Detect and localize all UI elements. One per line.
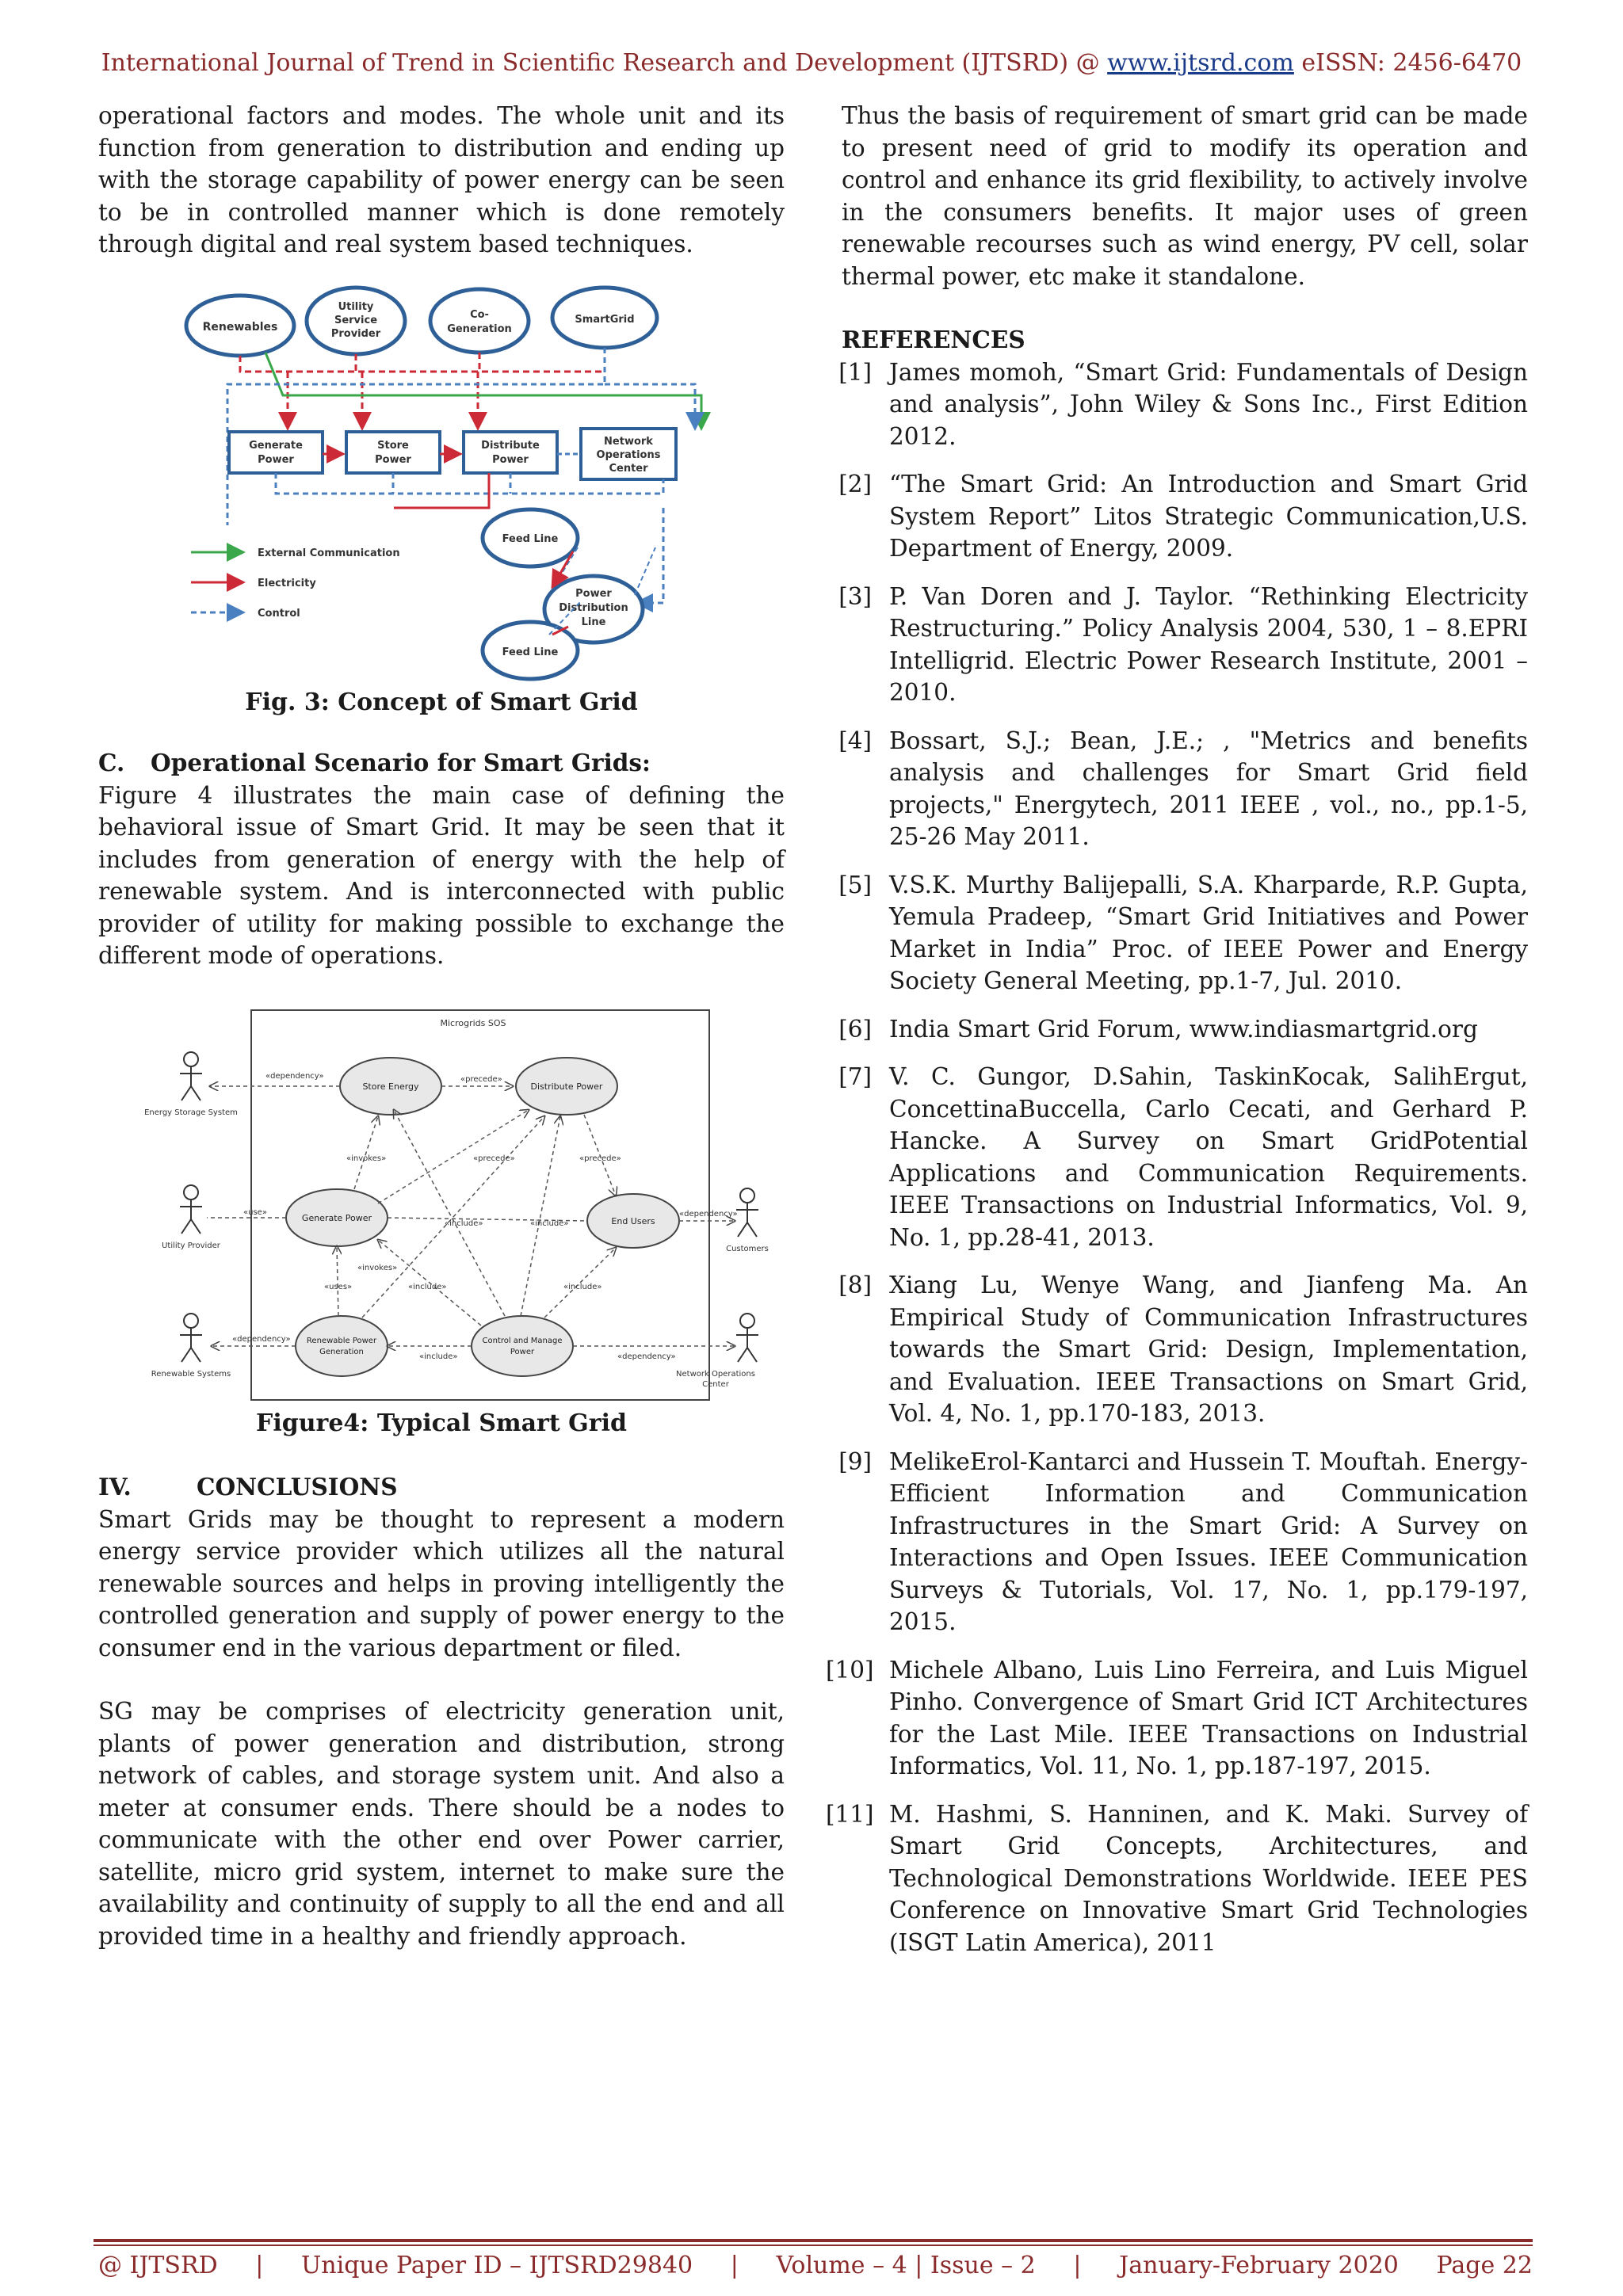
svg-text:«precede»: «precede» bbox=[579, 1154, 621, 1163]
node-co-generation bbox=[430, 289, 529, 353]
section-c-paragraph: Figure 4 illustrates the main case of defining the behavioral issue of Smart Grid. It may be seen that it includes from generation of energy with the help of renewable system. And is interconnected with public provider of utility for making possible to exchange the different mode of operations. bbox=[98, 781, 785, 969]
node-distribute-power bbox=[464, 432, 557, 473]
reference-number: [3] bbox=[838, 582, 872, 610]
node-smartgrid bbox=[552, 288, 657, 348]
svg-text:«precede»: «precede» bbox=[460, 1074, 502, 1084]
actor-utility-provider-label: Utility Provider bbox=[162, 1241, 220, 1250]
reference-item bbox=[838, 468, 1528, 565]
svg-text:«dependency»: «dependency» bbox=[232, 1334, 291, 1344]
usecase-control-and-manage-power bbox=[472, 1316, 573, 1376]
svg-text:Generate Power: Generate Power bbox=[301, 1212, 372, 1223]
actor-customers bbox=[736, 1188, 758, 1237]
reference-item bbox=[826, 1798, 1528, 1959]
footer-volume-issue: Volume – 4 | Issue – 2 bbox=[776, 2252, 1036, 2279]
svg-text:«include»: «include» bbox=[530, 1219, 569, 1228]
figure-4-caption: Figure4: Typical Smart Grid bbox=[256, 1409, 627, 1437]
journal-url-link[interactable]: www.ijtsrd.com bbox=[1107, 49, 1294, 77]
svg-text:Center: Center bbox=[609, 462, 648, 475]
node-renewables bbox=[186, 296, 294, 356]
svg-text:Power: Power bbox=[258, 453, 294, 466]
svg-text:Power: Power bbox=[492, 453, 529, 466]
svg-text:«invokes»: «invokes» bbox=[346, 1154, 387, 1163]
reference-item bbox=[826, 1654, 1528, 1783]
svg-text:«include»: «include» bbox=[445, 1219, 483, 1228]
reference-text: Michele Albano, Luis Lino Ferreira, and Luis Miguel Pinho. Convergence of Smart Grid ICT Architectures for the Last Mile. IEEE Transactions on Industrial Informatics, Vol. 11, No. 1, pp.187-197, 2015. bbox=[889, 1656, 1528, 1779]
svg-text:«include»: «include» bbox=[419, 1352, 458, 1361]
reference-text: P. Van Doren and J. Taylor. “Rethinking Electricity Restructuring.” Policy Analysis 2004, 530, 1 – 8.EPRI Intelligrid. Electric Power Research Institute, 2001 – 2010. bbox=[889, 582, 1528, 706]
svg-text:Co-: Co- bbox=[470, 308, 489, 321]
svg-text:Electricity: Electricity bbox=[258, 577, 316, 589]
actor-energy-storage bbox=[180, 1052, 202, 1100]
reference-number: [9] bbox=[838, 1447, 872, 1475]
svg-text:Distribution: Distribution bbox=[559, 601, 628, 614]
conclusions-heading: IV. CONCLUSIONS bbox=[98, 1473, 398, 1501]
footer-rule-thin bbox=[94, 2245, 1533, 2246]
footer-separator: | bbox=[1073, 2252, 1082, 2279]
usecase-store-energy bbox=[340, 1058, 441, 1115]
svg-text:Utility: Utility bbox=[338, 300, 374, 313]
svg-text:Store Energy: Store Energy bbox=[362, 1081, 419, 1092]
actor-renewable-systems-label: Renewable Systems bbox=[151, 1369, 231, 1379]
section-c-heading: C. Operational Scenario for Smart Grids: bbox=[98, 749, 651, 776]
usecase-distribute-power bbox=[516, 1058, 617, 1115]
svg-text:End Users: End Users bbox=[611, 1215, 655, 1226]
footer-page-number: Page 22 bbox=[1436, 2252, 1533, 2279]
actor-renewable-systems bbox=[180, 1314, 202, 1362]
right-intro-paragraph: Thus the basis of requirement of smart grid can be made to present need of grid to modify its operation and control and enhance its grid flexibility, to actively involve in the consumers benefits. It major uses of green renewable recourses such as wind energy, PV cell, solar thermal power, etc make it standalone. bbox=[842, 102, 1528, 290]
footer-separator: | bbox=[730, 2252, 739, 2279]
svg-text:«precede»: «precede» bbox=[473, 1154, 515, 1163]
reference-number: [7] bbox=[838, 1063, 872, 1090]
usecase-generate-power bbox=[286, 1189, 388, 1246]
reference-number: [5] bbox=[838, 871, 872, 898]
reference-text: Xiang Lu, Wenye Wang, and Jianfeng Ma. An Empirical Study of Communication Infrastructures towards the Smart Grid: Design, Implementation, and Evaluation. IEEE Transactions on Smart Grid, Vol. 4, No. 1, pp.170-183, 2013. bbox=[889, 1272, 1528, 1427]
reference-text: Bossart, S.J.; Bean, J.E.; , "Metrics and benefits analysis and challenges for Smart Grid field projects," Energytech, 2011 IEEE , vol., no., pp.1-5, 25-26 May 2011. bbox=[889, 727, 1528, 850]
svg-text:Generate: Generate bbox=[249, 439, 303, 452]
svg-text:«invokes»: «invokes» bbox=[357, 1263, 398, 1272]
reference-number: [8] bbox=[838, 1272, 872, 1299]
svg-text:Feed Line: Feed Line bbox=[502, 532, 559, 545]
svg-text:Distribute Power: Distribute Power bbox=[530, 1081, 603, 1092]
svg-text:Generation: Generation bbox=[447, 322, 512, 335]
node-feed-line-bottom bbox=[483, 622, 578, 679]
fig3-legend bbox=[191, 547, 400, 620]
actor-utility-provider bbox=[180, 1185, 202, 1234]
svg-text:Feed Line: Feed Line bbox=[502, 646, 559, 658]
svg-text:Control: Control bbox=[258, 607, 300, 620]
svg-text:Service: Service bbox=[334, 314, 378, 326]
reference-item bbox=[838, 1269, 1528, 1430]
node-store-power bbox=[346, 432, 440, 473]
node-utility-service-provider bbox=[307, 288, 405, 354]
actor-noc-label-1: Network Operations bbox=[676, 1369, 755, 1379]
usecase-renewable-power-generation bbox=[296, 1316, 388, 1376]
journal-issn: eISSN: 2456-6470 bbox=[1293, 49, 1522, 77]
reference-item bbox=[838, 357, 1528, 453]
reference-number: [10] bbox=[826, 1656, 874, 1684]
svg-text:«include»: «include» bbox=[563, 1282, 602, 1291]
references-list bbox=[826, 357, 1528, 1959]
svg-text:«uses»: «uses» bbox=[324, 1282, 353, 1291]
svg-text:Renewables: Renewables bbox=[202, 320, 278, 334]
node-network-operations-center bbox=[581, 429, 676, 479]
reference-item bbox=[838, 1061, 1528, 1253]
reference-item bbox=[838, 1446, 1528, 1638]
node-feed-line-top bbox=[483, 509, 578, 566]
reference-number: [4] bbox=[838, 727, 872, 754]
reference-number: [2] bbox=[838, 471, 872, 498]
svg-text:Provider: Provider bbox=[330, 327, 381, 340]
right-column bbox=[826, 100, 1528, 1974]
references-heading: REFERENCES bbox=[842, 326, 1025, 353]
conclusions-paragraph-2: SG may be comprises of electricity generation unit, plants of power generation and distribution, strong network of cables, and storage system unit. And also a meter at consumer ends. There should be a nodes to communicate with the other end over Power carrier, satellite, micro grid system, internet to make sure the availability and continuity of supply to all the end and all provided time in a healthy and friendly approach. bbox=[98, 1698, 785, 1950]
left-intro-paragraph: operational factors and modes. The whole unit and its function from generation to distribution and ending up with the storage capability of power energy can be seen to be in controlled manner which is done remotely through digital and real system based techniques. bbox=[98, 102, 785, 257]
reference-item bbox=[838, 1013, 1528, 1046]
running-header bbox=[0, 49, 1623, 77]
svg-text:«dependency»: «dependency» bbox=[617, 1352, 676, 1361]
reference-item bbox=[838, 869, 1528, 997]
svg-text:External Communication: External Communication bbox=[258, 547, 400, 559]
svg-text:Distribute: Distribute bbox=[481, 439, 540, 452]
reference-text: V. C. Gungor, D.Sahin, TaskinKocak, SalihErgut, ConcettinaBuccella, Carlo Cecati, and Gerhard P. Hancke. A Survey on Smart GridPotential Applications and Communication Requirements. IEEE Transactions on Industrial Informatics, Vol. 9, No. 1, pp.28-41, 2013. bbox=[889, 1063, 1528, 1251]
smart-grid-concept-diagram bbox=[156, 286, 727, 684]
footer-rule bbox=[94, 2239, 1533, 2242]
svg-text:Store: Store bbox=[377, 439, 409, 452]
svg-text:Power: Power bbox=[575, 587, 612, 600]
svg-text:SmartGrid: SmartGrid bbox=[575, 313, 635, 326]
reference-item bbox=[838, 725, 1528, 853]
svg-text:Network: Network bbox=[604, 435, 653, 448]
journal-name: International Journal of Trend in Scientific Research and Development (IJTSRD) @ bbox=[101, 49, 1108, 77]
reference-number: [11] bbox=[826, 1800, 874, 1828]
footer-separator: | bbox=[255, 2252, 264, 2279]
reference-number: [6] bbox=[838, 1015, 872, 1043]
svg-text:Power: Power bbox=[510, 1347, 535, 1356]
svg-text:Line: Line bbox=[581, 616, 606, 628]
svg-text:Operations: Operations bbox=[596, 448, 661, 461]
svg-text:Generation: Generation bbox=[319, 1347, 364, 1356]
reference-text: M. Hashmi, S. Hanninen, and K. Maki. Survey of Smart Grid Concepts, Architectures, and Technological Demonstrations Worldwide. IEEE PES Conference on Innovative Smart Grid Technologies (ISGT Latin America), 2011 bbox=[889, 1800, 1528, 1956]
figure-3-caption: Fig. 3: Concept of Smart Grid bbox=[245, 688, 638, 716]
footer-brand: @ IJTSRD bbox=[98, 2252, 218, 2279]
actor-network-operations-center bbox=[736, 1314, 758, 1362]
reference-number: [1] bbox=[838, 358, 872, 386]
actor-energy-storage-label: Energy Storage System bbox=[144, 1108, 238, 1117]
footer-paper-id: Unique Paper ID – IJTSRD29840 bbox=[301, 2252, 693, 2279]
usecase-end-users bbox=[587, 1194, 679, 1248]
svg-text:Power: Power bbox=[375, 453, 411, 466]
left-column bbox=[98, 100, 785, 1952]
footer-date: January-February 2020 bbox=[1119, 2252, 1399, 2279]
node-generate-power bbox=[229, 432, 323, 473]
conclusions-paragraph-1: Smart Grids may be thought to represent a modern energy service provider which utilizes all the natural renewable sources and helps in proving intelligently the controlled generation and supply of power energy to the consumer end in the various department or filed. bbox=[98, 1505, 785, 1661]
reference-text: V.S.K. Murthy Balijepalli, S.A. Kharparde, R.P. Gupta, Yemula Pradeep, “Smart Grid Initiatives and Power Market in India” Proc. of IEEE Power and Energy Society General Meeting, pp.1-7, Jul. 2010. bbox=[889, 871, 1528, 994]
svg-text:Control and Manage: Control and Manage bbox=[482, 1336, 563, 1345]
fig4-title: Microgrids SOS bbox=[440, 1017, 506, 1028]
reference-text: “The Smart Grid: An Introduction and Smart Grid System Report” Litos Strategic Communication,U.S. Department of Energy, 2009. bbox=[889, 471, 1528, 562]
reference-text: James momoh, “Smart Grid: Fundamentals of Design and analysis”, John Wiley & Sons Inc., First Edition 2012. bbox=[889, 358, 1528, 450]
actor-customers-label: Customers bbox=[726, 1244, 769, 1253]
svg-text:«use»: «use» bbox=[243, 1207, 267, 1217]
reference-text: MelikeErol-Kantarci and Hussein T. Mouftah. Energy-Efficient Information and Communication Infrastructures in the Smart Grid: A Survey on Interactions and Open Issues. IEEE Communication Surveys & Tutorials, Vol. 17, No. 1, pp.179-197, 2015. bbox=[889, 1447, 1528, 1635]
use-case-diagram bbox=[124, 1005, 769, 1405]
svg-text:Renewable Power: Renewable Power bbox=[306, 1336, 377, 1345]
figure-3 bbox=[156, 286, 727, 684]
reference-item bbox=[838, 581, 1528, 709]
reference-text: India Smart Grid Forum, www.indiasmartgrid.org bbox=[889, 1015, 1478, 1043]
running-footer bbox=[98, 2252, 1533, 2279]
figure-4 bbox=[124, 1005, 769, 1405]
svg-text:«dependency»: «dependency» bbox=[265, 1071, 324, 1081]
actor-noc-label-2: Center bbox=[702, 1379, 729, 1389]
svg-text:«include»: «include» bbox=[408, 1282, 447, 1291]
svg-text:«dependency»: «dependency» bbox=[679, 1209, 738, 1219]
